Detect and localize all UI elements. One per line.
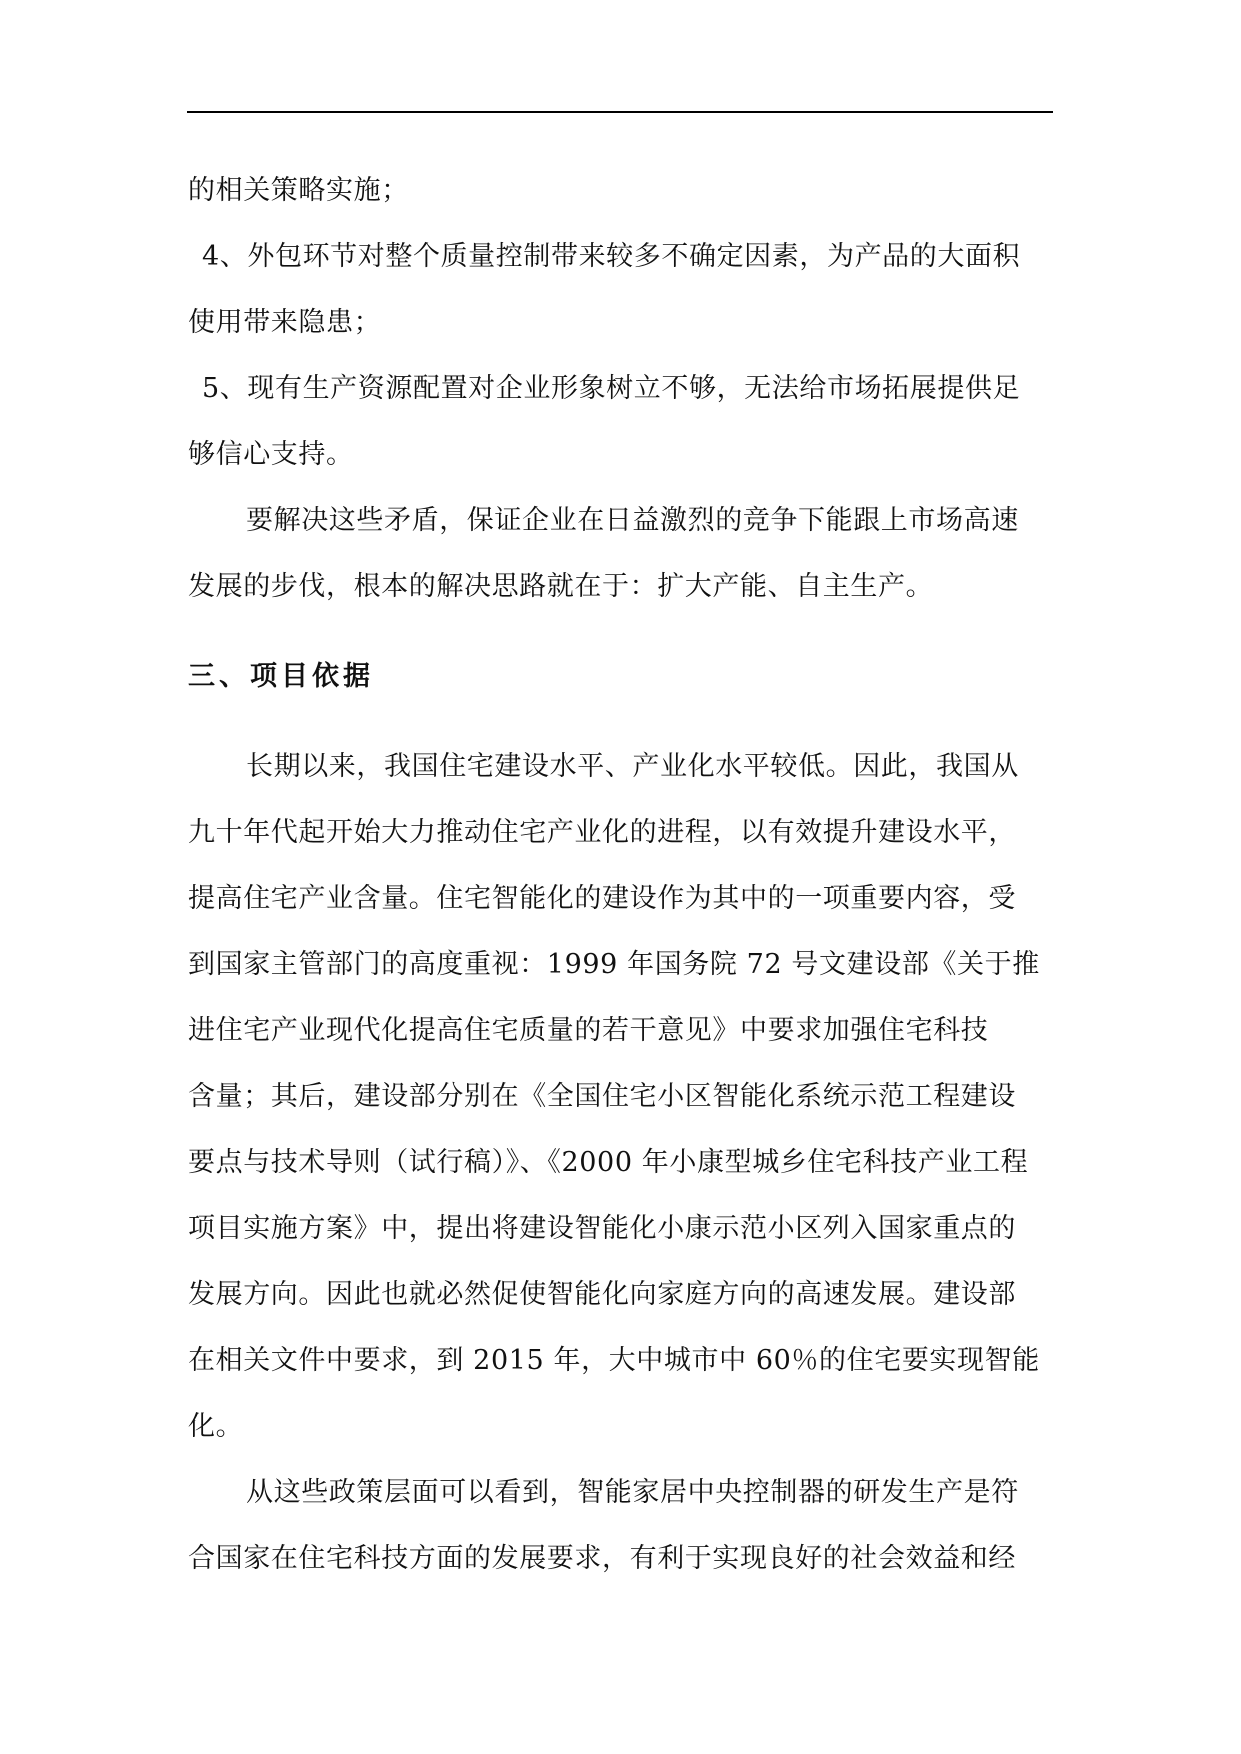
list-item-4 xyxy=(188,224,1060,356)
list-item-line: 够信心支持。 xyxy=(188,439,354,470)
policy-paragraph xyxy=(188,734,1060,1460)
summary-paragraph xyxy=(188,488,1060,620)
paragraph-line: 发展方向。因此也就必然促使智能化向家庭方向的高速发展。建设部 xyxy=(188,1279,1016,1310)
paragraph-line: 九十年代起开始大力推动住宅产业化的进程，以有效提升建设水平， xyxy=(188,817,1016,848)
paragraph-line: 含量；其后，建设部分别在《全国住宅小区智能化系统示范工程建设 xyxy=(188,1081,1016,1112)
paragraph-line: 从这些政策层面可以看到，智能家居中央控制器的研发生产是符 xyxy=(246,1477,1019,1508)
paragraph-line: 合国家在住宅科技方面的发展要求，有利于实现良好的社会效益和经 xyxy=(188,1543,1016,1574)
paragraph-line: 发展的步伐，根本的解决思路就在于：扩大产能、自主生产。 xyxy=(188,571,934,602)
header-rule xyxy=(187,111,1053,113)
paragraph-line: 进住宅产业现代化提高住宅质量的若干意见》中要求加强住宅科技 xyxy=(188,1015,989,1046)
paragraph-continuation-line: 的相关策略实施； xyxy=(188,175,409,206)
paragraph-line: 化。 xyxy=(188,1411,244,1442)
paragraph-line: 提高住宅产业含量。住宅智能化的建设作为其中的一项重要内容，受 xyxy=(188,883,1016,914)
paragraph-line: 要解决这些矛盾，保证企业在日益激烈的竞争下能跟上市场高速 xyxy=(246,505,1019,536)
list-item-line: 使用带来隐患； xyxy=(188,307,382,338)
paragraph-line: 到国家主管部门的高度重视：1999 年国务院 72 号文建设部《关于推 xyxy=(188,949,1040,980)
paragraph-line: 项目实施方案》中，提出将建设智能化小康示范小区列入国家重点的 xyxy=(188,1213,1016,1244)
section-heading: 三、项目依据 xyxy=(188,661,374,692)
list-item-line: 5、现有生产资源配置对企业形象树立不够，无法给市场拓展提供足 xyxy=(202,373,1021,404)
paragraph-line: 在相关文件中要求，到 2015 年，大中城市中 60％的住宅要实现智能 xyxy=(188,1345,1040,1376)
document-body xyxy=(188,158,1060,1592)
list-item-5 xyxy=(188,356,1060,488)
conclusion-paragraph xyxy=(188,1460,1060,1592)
paragraph-line: 要点与技术导则（试行稿）》、《2000 年小康型城乡住宅科技产业工程 xyxy=(188,1147,1029,1178)
list-item-line: 4、外包环节对整个质量控制带来较多不确定因素，为产品的大面积 xyxy=(202,241,1021,272)
paragraph-line: 长期以来，我国住宅建设水平、产业化水平较低。因此，我国从 xyxy=(246,751,1019,782)
